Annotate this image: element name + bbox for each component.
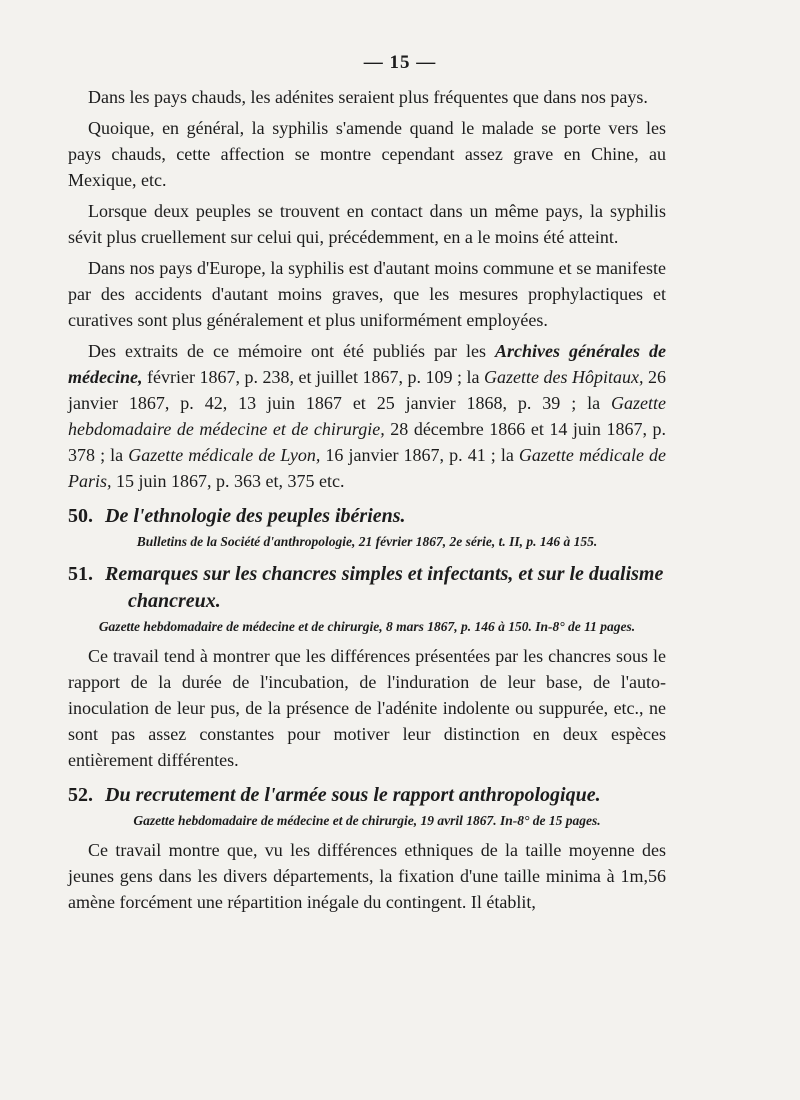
entry-number: 51. xyxy=(68,563,93,585)
intro-paragraph-3: Lorsque deux peuples se trouvent en contact dans un même pays, la syphilis sévit plus cruellement sur celui qui, précédemment, en a le moins été atteint. xyxy=(68,201,666,247)
entry-title: Remarques sur les chancres simples et infectants, et sur le dualisme chancreux. xyxy=(105,563,664,612)
journal-gazette-hebdomadaire: Gazette hebdomadaire de médecine et de chirurgie, xyxy=(68,393,666,439)
journal-gazette-hopitaux: Gazette des Hôpitaux, xyxy=(484,367,644,387)
extracts-text-2: février 1867, p. 238, et juillet 1867, p. 109 ; la xyxy=(142,367,485,387)
entry-number: 52. xyxy=(68,784,93,806)
entry-51-reference: Gazette hebdomadaire de médecine et de chirurgie, 8 mars 1867, p. 146 à 150. In-8° de 11 pages. xyxy=(98,619,636,634)
journal-gazette-paris: Gazette médicale de Paris, xyxy=(68,445,667,491)
intro-paragraph-4: Dans nos pays d'Europe, la syphilis est d'autant moins commune et se manifeste par des accidents d'autant moins graves, que les mesures prophylactiques et curatives sont plus généralement et plus uniformément employées. xyxy=(68,258,666,330)
extracts-text-1: Des extraits de ce mémoire ont été publiés par les xyxy=(88,341,495,361)
extracts-text-6: 15 juin 1867, p. 363 et, 375 etc. xyxy=(111,471,345,491)
entry-52-heading xyxy=(68,782,666,809)
page-number: — 15 — xyxy=(363,52,437,73)
entry-50-reference: Bulletins de la Société d'anthropologie, 21 février 1867, 2e série, t. II, p. 146 à 155. xyxy=(136,534,598,549)
entry-title: De l'ethnologie des peuples ibériens. xyxy=(105,505,406,527)
entry-52-reference: Gazette hebdomadaire de médecine et de chirurgie, 19 avril 1867. In-8° de 15 pages. xyxy=(133,813,601,828)
entry-title: Du recrutement de l'armée sous le rapport anthropologique. xyxy=(105,784,601,806)
extracts-text-3: 26 janvier 1867, p. 42, 13 juin 1867 et 25 janvier 1868, p. 39 ; la xyxy=(68,367,667,413)
entry-number: 50. xyxy=(68,505,93,527)
intro-paragraph-1: Dans les pays chauds, les adénites seraient plus fréquentes que dans nos pays. xyxy=(88,87,648,107)
entry-50-heading xyxy=(68,503,666,530)
page-body xyxy=(68,84,666,920)
journal-archives: Archives générales de médecine, xyxy=(68,341,666,387)
intro-paragraph-2: Quoique, en général, la syphilis s'amende quand le malade se porte vers les pays chauds, cette affection se montre cependant assez grave en Chine, au Mexique, etc. xyxy=(68,118,666,190)
entry-52-body: Ce travail montre que, vu les différences ethniques de la taille moyenne des jeunes gens dans les divers départements, la fixation d'une taille minima à 1m,56 amène forcément une répartition inégale du contingent. Il établit, xyxy=(68,840,666,912)
extracts-text-4: 28 décembre 1866 et 14 juin 1867, p. 378 ; la xyxy=(68,419,666,465)
extracts-text-5: 16 janvier 1867, p. 41 ; la xyxy=(320,445,519,465)
entry-51-heading xyxy=(68,561,666,615)
extracts-paragraph xyxy=(68,338,666,494)
entry-51-body: Ce travail tend à montrer que les différences présentées par les chancres sous le rapport de la durée de l'incubation, de l'induration de leur base, de l'auto-inoculation de leur pus, de la présence de l'adénite indolente ou suppurée, etc., ne sont pas assez constantes pour motiver leur distinction en deux espèces entièrement différentes. xyxy=(68,646,666,770)
journal-gazette-lyon: Gazette médicale de Lyon, xyxy=(128,445,321,465)
